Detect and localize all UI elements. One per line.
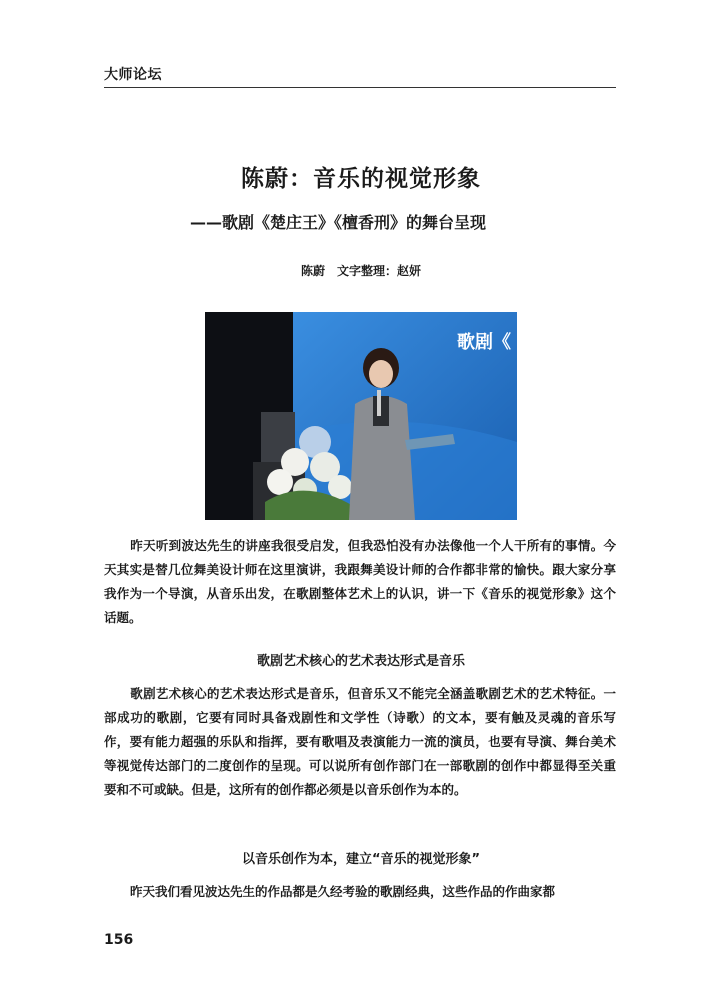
article-subtitle: ——歌剧《楚庄王》《檀香刑》的舞台呈现 [190,213,487,232]
paragraph-text: 歌剧艺术核心的艺术表达形式是音乐，但音乐又不能完全涵盖歌剧艺术的艺术特征。一部成功的歌剧，它要有同时具备戏剧性和文学性（诗歌）的文本，要有触及灵魂的音乐写作，要有能力超强的乐队和指挥，要有歌唱及表演能力一流的演员，也要有导演、舞台美术等视觉传达部门的二度创作的呈现。可以说所有创作部门在一部歌剧的创作中都显得至关重要和不可或缺。但是，这所有的创作都必须是以音乐创作为本的。 [104,686,616,797]
article-byline: 陈蔚 文字整理：赵妍 [300,264,421,278]
speaker-photo-illustration [205,312,517,520]
page-number: 156 [104,932,134,948]
section-heading: 歌剧艺术核心的艺术表达形式是音乐 [256,654,465,669]
speaker-photo [205,312,517,520]
section-label: 大师论坛 [104,67,162,83]
backdrop-text: 歌剧《 [457,332,511,353]
paragraph-text: 昨天我们看见波达先生的作品都是久经考验的歌剧经典，这些作品的作曲家都 [130,884,556,899]
paragraph [104,534,616,630]
paragraph [104,682,616,802]
paragraph-text: 昨天听到波达先生的讲座我很受启发，但我恐怕没有办法像他一个人干所有的事情。今天其实是替几位舞美设计师在这里演讲，我跟舞美设计师的合作都非常的愉快。跟大家分享我作为一个导演，从音乐出发，在歌剧整体艺术上的认识，讲一下《音乐的视觉形象》这个话题。 [104,538,616,625]
header-divider [104,87,616,88]
paragraph [104,880,616,904]
article-title: 陈蔚：音乐的视觉形象 [241,166,481,192]
section-heading: 以音乐创作为本，建立“音乐的视觉形象” [241,852,481,867]
